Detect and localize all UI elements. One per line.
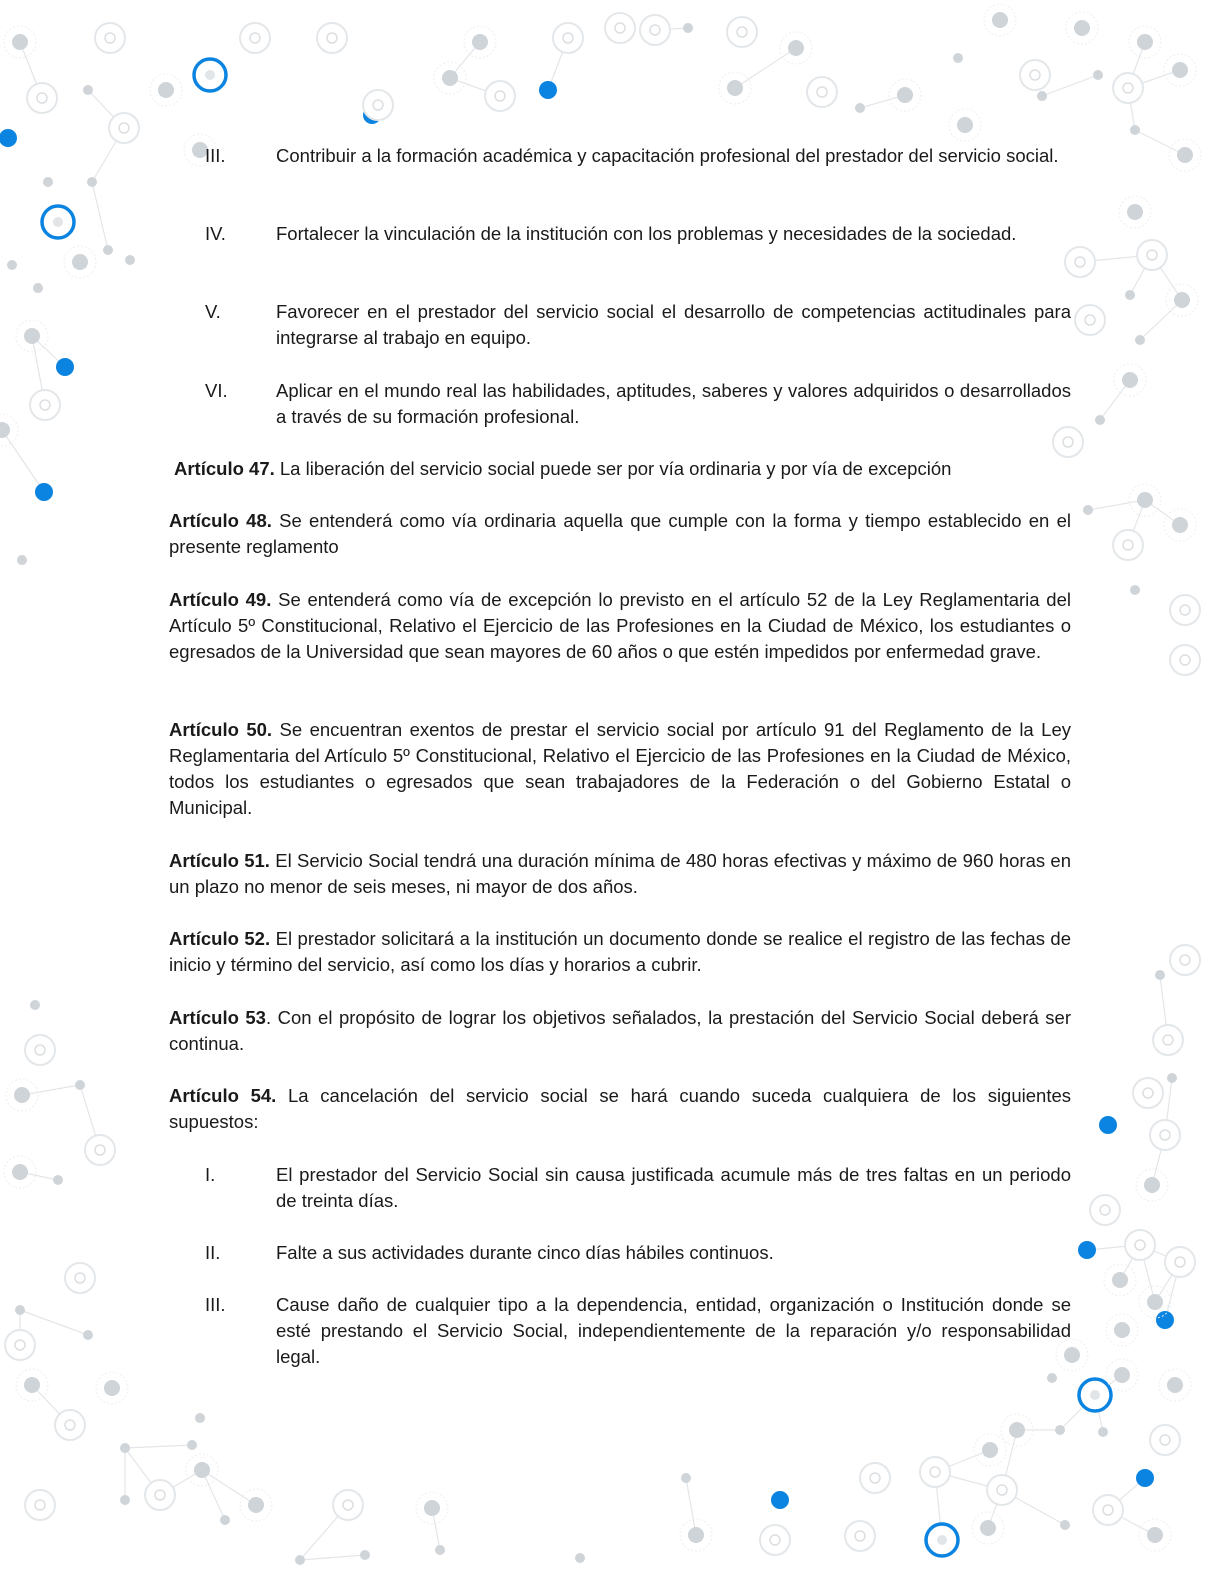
article-label: Artículo 50. bbox=[169, 719, 273, 740]
list-item-text: Favorecer en el prestador del servicio social el desarrollo de competencias actitudinales para integrarse al trabajo en equipo. bbox=[276, 301, 1071, 348]
article-text: Se entenderá como vía de excepción lo previsto en el artículo 52 de la Ley Reglamentaria del Artículo 5º Constitucional, Relativo el Ejercicio de las Profesiones en la Ciudad de México, los estudiantes o egresados de la Universidad que sean mayores de 60 años o que estén impedidos por enfermedad grave. bbox=[169, 589, 1071, 662]
article-50 bbox=[169, 717, 1071, 821]
list-item bbox=[205, 299, 1071, 351]
list-item-number: V. bbox=[205, 301, 221, 322]
article-label: Artículo 47. bbox=[174, 458, 275, 479]
list-item-number: VI. bbox=[205, 380, 228, 401]
article-label: Artículo 54. bbox=[169, 1085, 277, 1106]
article-text: . Con el propósito de lograr los objetivos señalados, la prestación del Servicio Social deberá ser continua. bbox=[169, 1007, 1071, 1054]
list-item bbox=[205, 1240, 1071, 1266]
list-item-text: Contribuir a la formación académica y capacitación profesional del prestador del servicio social. bbox=[276, 145, 1059, 166]
list-item-text: El prestador del Servicio Social sin causa justificada acumule más de tres faltas en un periodo de treinta días. bbox=[276, 1164, 1071, 1211]
list-item bbox=[205, 221, 1071, 247]
article-49 bbox=[169, 587, 1071, 665]
article-text: El prestador solicitará a la institución un documento donde se realice el registro de las fechas de inicio y término del servicio, así como los días y horarios a cubrir. bbox=[169, 928, 1072, 975]
list-item-number: III. bbox=[205, 1294, 226, 1315]
article-label: Artículo 52. bbox=[169, 928, 271, 949]
article-text: La cancelación del servicio social se hará cuando suceda cualquiera de los siguientes supuestos: bbox=[169, 1085, 1071, 1132]
list-item-text: Falte a sus actividades durante cinco días hábiles continuos. bbox=[276, 1242, 774, 1263]
article-label: Artículo 51. bbox=[169, 850, 270, 871]
article-54 bbox=[169, 1083, 1071, 1135]
article-text: Se encuentran exentos de prestar el servicio social por artículo 91 del Reglamento de la Ley Reglamentaria del Artículo 5º Constitucional, Relativo el Ejercicio de las Profesiones en la Ciudad de México, todos los estudiantes o egresados que sean trabajadores de la Federación o del Gobierno Estatal o Municipal. bbox=[169, 719, 1071, 818]
article-label: Artículo 48. bbox=[169, 510, 272, 531]
list-item-number: II. bbox=[205, 1242, 221, 1263]
list-item bbox=[205, 1162, 1071, 1214]
article-52 bbox=[169, 926, 1071, 978]
article-47 bbox=[174, 456, 1076, 482]
article-text: Se entenderá como vía ordinaria aquella que cumple con la forma y tiempo establecido en el presente reglamento bbox=[169, 510, 1071, 557]
list-item bbox=[205, 143, 1071, 169]
article-text: El Servicio Social tendrá una duración mínima de 480 horas efectivas y máximo de 960 horas en un plazo no menor de seis meses, ni mayor de dos años. bbox=[169, 850, 1072, 897]
article-text: La liberación del servicio social puede ser por vía ordinaria y por vía de excepción bbox=[274, 458, 952, 479]
list-item bbox=[205, 1292, 1071, 1370]
list-item-text: Cause daño de cualquier tipo a la dependencia, entidad, organización o Institución donde se esté prestando el Servicio Social, independientemente de la reparación y/o responsabilidad legal. bbox=[276, 1294, 1071, 1367]
list-item-number: I. bbox=[205, 1164, 216, 1185]
article-51 bbox=[169, 848, 1071, 900]
list-item-text: Aplicar en el mundo real las habilidades, aptitudes, saberes y valores adquiridos o desarrollados a través de su formación profesional. bbox=[276, 380, 1071, 427]
article-53 bbox=[169, 1005, 1071, 1057]
article-label: Artículo 49. bbox=[169, 589, 272, 610]
list-item-number: III. bbox=[205, 145, 226, 166]
list-item bbox=[205, 378, 1071, 430]
article-48 bbox=[169, 508, 1071, 560]
list-item-number: IV. bbox=[205, 223, 226, 244]
list-item-text: Fortalecer la vinculación de la institución con los problemas y necesidades de la sociedad. bbox=[276, 223, 1017, 244]
article-label: Artículo 53 bbox=[169, 1007, 266, 1028]
